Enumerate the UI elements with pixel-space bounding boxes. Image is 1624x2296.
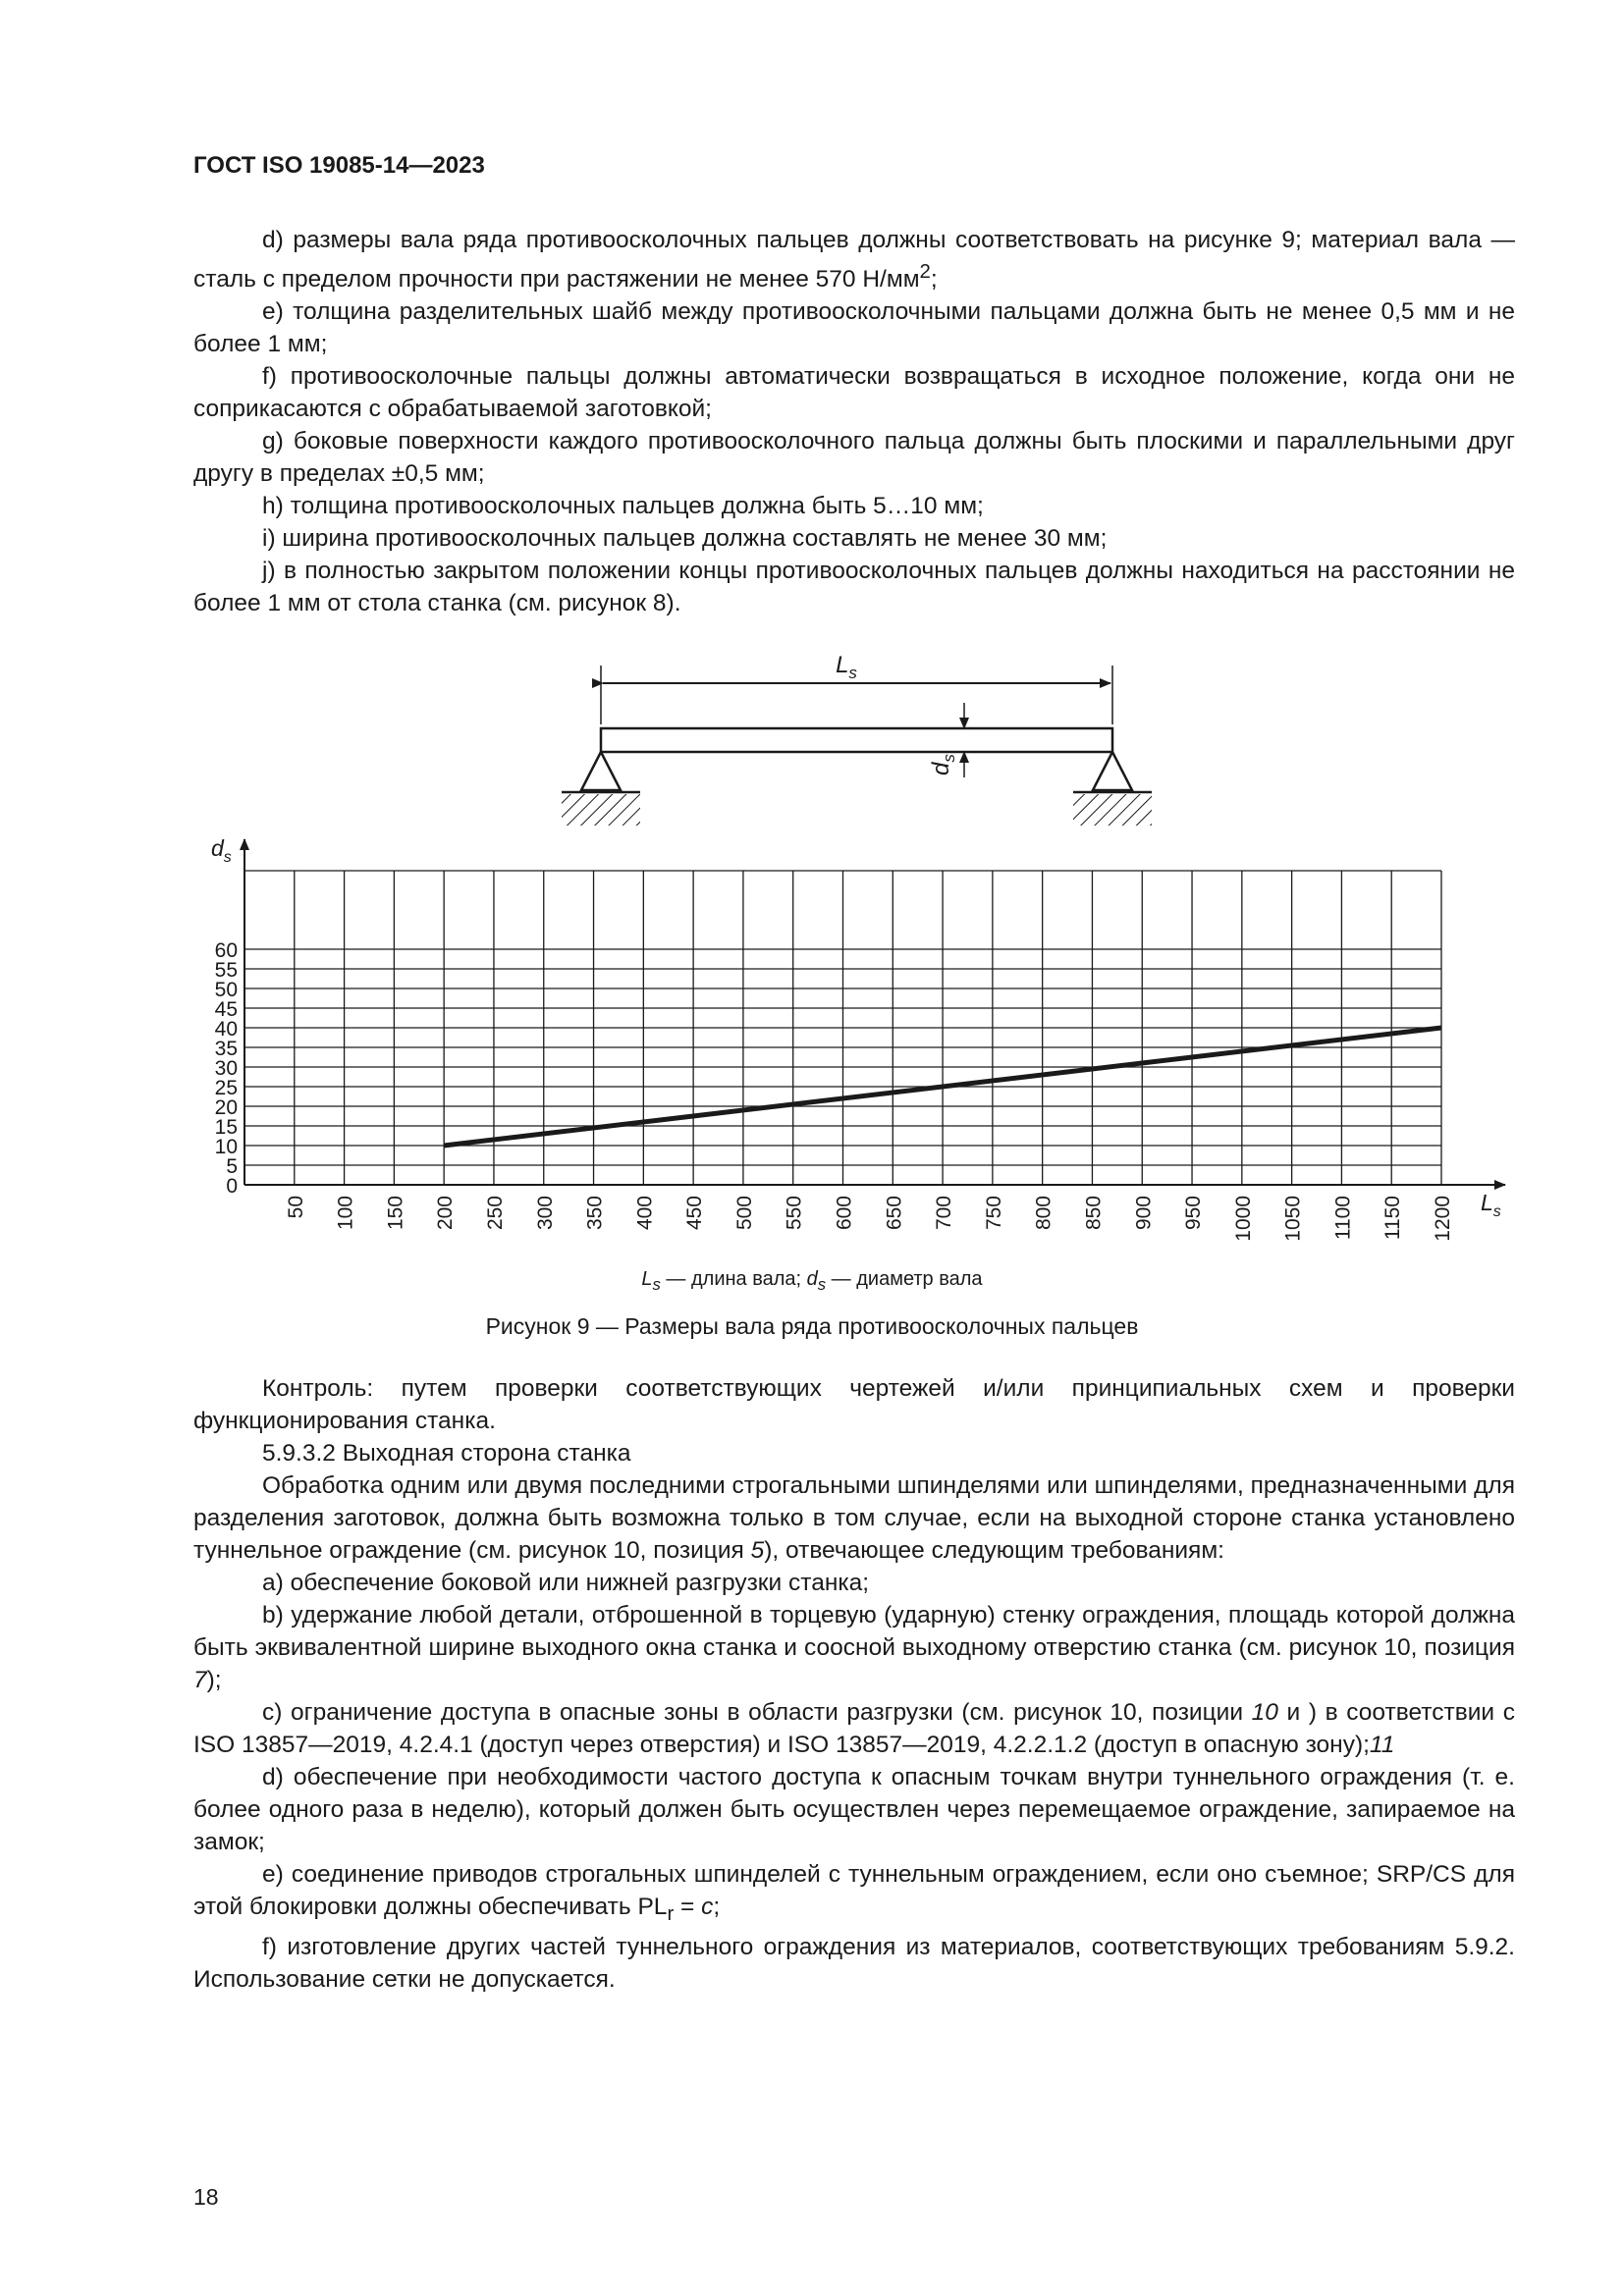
beam-schematic bbox=[562, 652, 1152, 826]
paragraph-text: 11 bbox=[1369, 1732, 1395, 1758]
y-tick-labels bbox=[215, 939, 238, 1198]
x-tick-label: 650 bbox=[883, 1196, 906, 1231]
bottom-text-block bbox=[193, 1372, 1515, 1996]
paragraph-text: c) ограничение доступа в опасные зоны в области разгрузки (см. рисунок 10, позиции bbox=[262, 1699, 1252, 1726]
paragraph bbox=[193, 1469, 1515, 1567]
beam bbox=[601, 728, 1112, 752]
x-tick-label: 550 bbox=[783, 1196, 806, 1231]
paragraph bbox=[193, 425, 1515, 490]
paragraph-text: e) толщина разделительных шайб между противоосколочными пальцами должна быть не менее 0,5 мм и не более 1 мм; bbox=[193, 298, 1515, 358]
x-tick-label: 750 bbox=[982, 1196, 1005, 1231]
paragraph-text: d) обеспечение при необходимости частого доступа к опасным точкам внутри туннельного ограждения (т. е. более одного раза в неделю), который должен быть осуществлен через перемещаемое ограждение, запираемое на замок; bbox=[193, 1764, 1515, 1855]
paragraph-text: и bbox=[1277, 1699, 1309, 1726]
paragraph-text: 10 bbox=[1251, 1699, 1278, 1726]
paragraph bbox=[193, 1761, 1515, 1858]
paragraph-text: h) толщина противоосколочных пальцев должна быть 5…10 мм; bbox=[262, 493, 984, 520]
x-tick-label: 900 bbox=[1132, 1196, 1156, 1231]
paragraph-text: Обработка одним или двумя последними строгальными шпинделями или шпинделями, предназначенными для разделения заготовок, должна быть возможна только в том случае, если на выходной стороне станка установлено туннельное ограждение (см. рисунок 10, позиция bbox=[193, 1472, 1515, 1564]
x-tick-label: 450 bbox=[683, 1196, 707, 1231]
paragraph bbox=[193, 360, 1515, 425]
y-tick-label: 25 bbox=[214, 1077, 238, 1099]
y-tick-label: 50 bbox=[214, 979, 238, 1001]
y-tick-label: 10 bbox=[214, 1136, 238, 1158]
paragraph-text: ; bbox=[930, 266, 938, 294]
beam-diameter-label: $d_s$ bbox=[928, 754, 958, 775]
paragraph bbox=[193, 1599, 1515, 1696]
paragraph-text: Контроль: путем проверки соответствующих чертежей и/или принципиальных схем и проверки функционирования станка. bbox=[193, 1375, 1515, 1434]
figure-caption: Рисунок 9 — Размеры вала ряда противоосколочных пальцев bbox=[485, 1313, 1139, 1339]
paragraph-text: 5.9.3.2 Выходная сторона станка bbox=[262, 1440, 631, 1467]
y-tick-label: 55 bbox=[214, 959, 238, 982]
paragraph-text: b) удержание любой детали, отброшенной в торцевую (ударную) стенку ограждения, площадь которой должна быть эквивалентной ширине выходного окна станка и соосной выходному отверстию станка (см. рисунок 10, позиция bbox=[193, 1602, 1515, 1661]
x-tick-label: 350 bbox=[583, 1196, 607, 1231]
x-tick-label: 700 bbox=[933, 1196, 956, 1231]
paragraph-text: ); bbox=[206, 1667, 222, 1693]
paragraph-text: g) боковые поверхности каждого противоосколочного пальца должны быть плоскими и параллельными друг другу в пределах ±0,5 мм; bbox=[193, 428, 1515, 488]
paragraph-text: c bbox=[701, 1894, 714, 1920]
x-tick-labels bbox=[285, 1196, 1454, 1242]
paragraph bbox=[193, 1858, 1515, 1931]
document-header: ГОСТ ISO 19085-14—2023 bbox=[193, 152, 485, 179]
paragraph-text: j) в полностью закрытом положении концы противоосколочных пальцев должны находиться на расстоянии не более 1 мм от стола станка (см. рисунок 8). bbox=[193, 558, 1515, 617]
paragraph bbox=[193, 1931, 1515, 1996]
top-text-block bbox=[193, 224, 1515, 619]
y-tick-label: 60 bbox=[214, 939, 238, 962]
paragraph bbox=[193, 1567, 1515, 1599]
x-tick-label: 400 bbox=[633, 1196, 657, 1231]
x-tick-label: 150 bbox=[384, 1196, 407, 1231]
figure-9 bbox=[0, 628, 1624, 1256]
left-support bbox=[562, 752, 640, 826]
figure-legend: $L_s$ — длина вала; $d_s$ — диаметр вала bbox=[641, 1268, 983, 1294]
right-support bbox=[1073, 752, 1152, 826]
paragraph bbox=[193, 555, 1515, 619]
paragraph bbox=[193, 1437, 1515, 1469]
y-tick-label: 15 bbox=[214, 1116, 238, 1139]
x-tick-label: 1200 bbox=[1432, 1196, 1454, 1242]
paragraph-text: 5 bbox=[750, 1537, 765, 1564]
x-tick-label: 600 bbox=[833, 1196, 856, 1231]
paragraph-text: ; bbox=[713, 1894, 721, 1920]
x-tick-label: 100 bbox=[334, 1196, 357, 1231]
paragraph-text: r bbox=[667, 1902, 675, 1925]
y-tick-label: 20 bbox=[214, 1096, 238, 1119]
beam-length-label: $L_s$ bbox=[836, 652, 857, 682]
paragraph bbox=[193, 522, 1515, 555]
x-tick-label: 800 bbox=[1032, 1196, 1056, 1231]
paragraph-text: f) противоосколочные пальцы должны автоматически возвращаться в исходное положение, когда они не соприкасаются с обрабатываемой заготовкой; bbox=[193, 363, 1515, 423]
paragraph-text: ), отвечающее следующим требованиям: bbox=[764, 1537, 1224, 1564]
paragraph bbox=[193, 295, 1515, 360]
page-number: 18 bbox=[193, 2184, 219, 2210]
paragraph bbox=[193, 1696, 1515, 1761]
y-tick-label: 45 bbox=[214, 998, 238, 1021]
paragraph bbox=[193, 1372, 1515, 1437]
x-tick-label: 50 bbox=[284, 1196, 307, 1219]
chart-grid bbox=[244, 871, 1441, 1185]
paragraph-text: d) размеры вала ряда противоосколочных пальцев должны соответствовать на рисунке 9; материал вала — сталь с пределом прочности при растяжении не менее 570 Н/мм bbox=[193, 227, 1515, 294]
paragraph-text: f) изготовление других частей туннельного ограждения из материалов, соответствующих требованиям 5.9.2. Использование сетки не допускается. bbox=[193, 1933, 1515, 1993]
paragraph-text: a) обеспечение боковой или нижней разгрузки станка; bbox=[262, 1570, 870, 1596]
paragraph-text: ) в соответствии с ISO 13857—2019, 4.2.4.1 (доступ через отверстия) и ISO 13857—2019, 4.2.2.1.2 (доступ в опасную зону); bbox=[193, 1699, 1515, 1758]
y-axis-label: $d_s$ bbox=[211, 835, 232, 866]
paragraph bbox=[193, 490, 1515, 522]
paragraph-text: 7 bbox=[193, 1667, 207, 1693]
y-tick-label: 0 bbox=[226, 1175, 238, 1198]
x-tick-label: 1100 bbox=[1331, 1196, 1355, 1241]
y-tick-label: 5 bbox=[226, 1155, 238, 1178]
paragraph-text: 2 bbox=[919, 261, 931, 283]
paragraph-text: e) соединение приводов строгальных шпинделей с туннельным ограждением, если оно съемное; SRP/CS для этой блокировки должны обеспечивать PL bbox=[193, 1861, 1515, 1920]
x-axis-label: $L_s$ bbox=[1481, 1190, 1501, 1220]
x-tick-label: 1000 bbox=[1231, 1196, 1255, 1242]
diameter-length-chart bbox=[211, 835, 1505, 1242]
paragraph-text: = bbox=[674, 1894, 702, 1920]
x-tick-label: 500 bbox=[732, 1196, 756, 1231]
paragraph bbox=[193, 224, 1515, 295]
x-tick-label: 250 bbox=[483, 1196, 507, 1231]
x-tick-label: 1050 bbox=[1281, 1196, 1305, 1242]
paragraph-text: i) ширина противоосколочных пальцев должна составлять не менее 30 мм; bbox=[262, 525, 1108, 553]
x-tick-label: 950 bbox=[1182, 1196, 1206, 1231]
x-tick-label: 850 bbox=[1082, 1196, 1106, 1231]
x-tick-label: 300 bbox=[533, 1196, 557, 1231]
x-tick-label: 200 bbox=[434, 1196, 458, 1231]
y-tick-label: 35 bbox=[214, 1038, 238, 1060]
y-tick-label: 30 bbox=[214, 1057, 238, 1080]
x-tick-label: 1150 bbox=[1381, 1196, 1405, 1241]
y-tick-label: 40 bbox=[214, 1018, 238, 1041]
